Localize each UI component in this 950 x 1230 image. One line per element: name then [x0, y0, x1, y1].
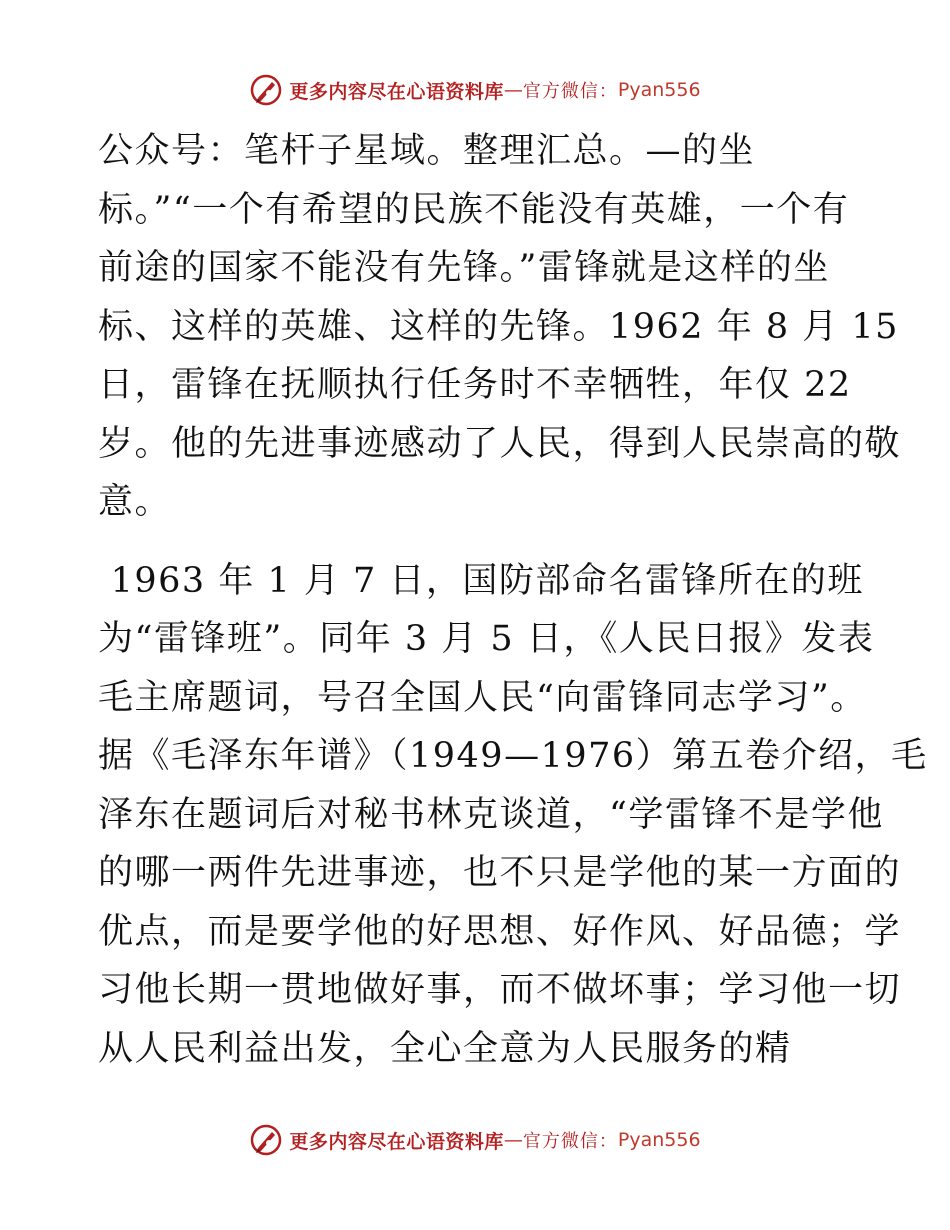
footer-brand-text: 更多内容尽在心语资料库 — [289, 1130, 504, 1153]
text-line: 前途的国家不能没有先锋。”雷锋就是这样的坐 — [98, 248, 830, 288]
text-line: 日，雷锋在抚顺执行任务时不幸牺牲，年仅 22 — [98, 365, 852, 405]
text-line: 为“雷锋班”。同年 3 月 5 日，《人民日报》发表 — [98, 619, 875, 659]
text-line: 习他长期一贯地做好事，而不做坏事；学习他一切 — [98, 970, 902, 1010]
text-line: 的哪一两件先进事迹，也不只是学他的某一方面的 — [98, 853, 902, 893]
pen-logo-icon — [249, 73, 283, 107]
footer-separator: — — [503, 1129, 523, 1151]
paragraph-gap — [98, 532, 858, 552]
text-line: 公众号：笔杆子星域。整理汇总。—的坐 — [98, 131, 756, 171]
header-separator: — — [503, 79, 523, 101]
header-banner — [0, 70, 950, 110]
text-line: 标、这样的英雄、这样的先锋。1962 年 8 月 15 — [98, 306, 899, 347]
header-wechat-id: Pyan556 — [617, 79, 701, 101]
text-line: 从人民利益出发，全心全意为人民服务的精 — [98, 1028, 792, 1069]
footer-wechat-label: 官方微信： — [522, 1131, 618, 1152]
header-wechat-label: 官方微信： — [522, 81, 618, 102]
text-line: 岁。他的先进事迹感动了人民，得到人民崇高的敬 — [98, 423, 902, 464]
footer-wechat-id: Pyan556 — [617, 1129, 701, 1151]
text-line: 标。”“一个有希望的民族不能没有英雄，一个有 — [98, 189, 850, 230]
text-line: 1963 年 1 月 7 日，国防部命名雷锋所在的班 — [98, 560, 864, 601]
footer-banner — [0, 1120, 950, 1160]
text-line: 毛主席题词，号召全国人民“向雷锋同志学习”。 — [98, 677, 867, 718]
paragraph-2 — [98, 552, 928, 1079]
paragraph-1 — [98, 122, 902, 532]
text-line: 据《毛泽东年谱》（1949—1976）第五卷介绍，毛 — [98, 736, 928, 776]
header-brand-text: 更多内容尽在心语资料库 — [289, 80, 504, 103]
text-line: 泽东在题词后对秘书林克谈道，“学雷锋不是学他 — [98, 794, 884, 835]
text-line: 意。 — [98, 482, 172, 522]
text-line: 优点，而是要学他的好思想、好作风、好品德；学 — [98, 911, 902, 952]
pen-logo-icon — [249, 1123, 283, 1157]
document-body — [98, 122, 928, 1078]
